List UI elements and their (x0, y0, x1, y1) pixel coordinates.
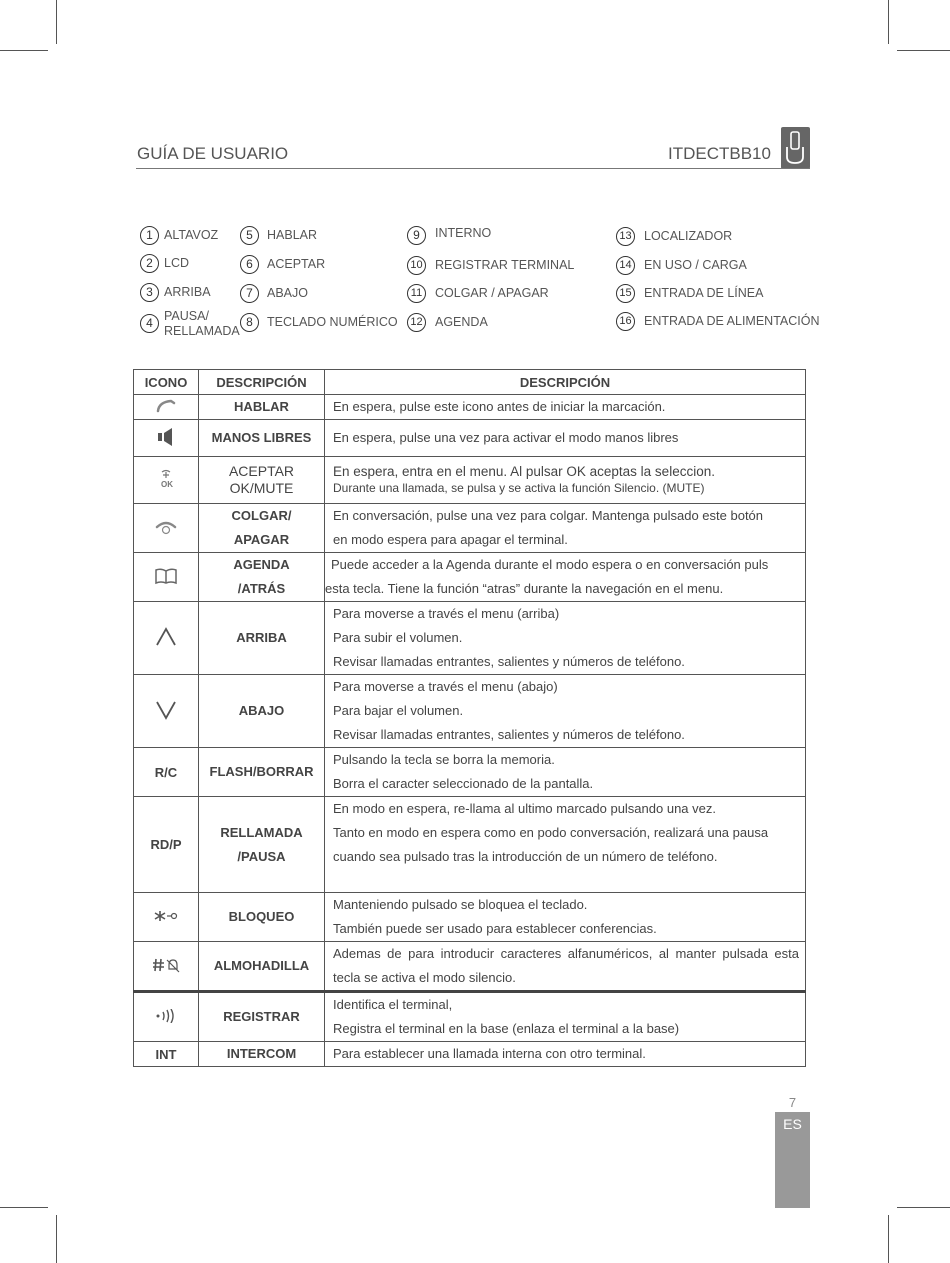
row-name: ACEPTAR OK/MUTE (199, 457, 325, 504)
table-row (134, 395, 806, 420)
row-name: ARRIBA (199, 602, 325, 675)
row-name: RELLAMADA /PAUSA (199, 797, 325, 893)
row-description: En conversación, pulse una vez para colgar. Mantenga pulsado este botón en modo espera para apagar el terminal. (325, 504, 806, 553)
row-name: ABAJO (199, 675, 325, 748)
rdp-key-label: RD/P (134, 797, 199, 893)
row-name: INTERCOM (199, 1042, 325, 1067)
table-row (134, 420, 806, 457)
table-row (134, 797, 806, 893)
rc-key-label: R/C (134, 748, 199, 797)
row-name: AGENDA /ATRÁS (199, 553, 325, 602)
icon-description-table (133, 369, 806, 1067)
table-row (134, 553, 806, 602)
component-legend: 1 ALTAVOZ 2 LCD 3 ARRIBA 4 PAUSA/ RELLAMADA 5 HABLAR 6 ACEPTAR 7 ABAJO 8 TECLADO NUMÉRICO 9 INTERNO 10 REGISTRAR TERMINAL 11 COLGAR / APAGAR 12 AGENDA 13 LOCALIZADOR 14 EN USO / CARGA 15 ENTRADA DE LÍNEA 16 ENTRADA DE ALIMENTACIÓN (0, 0, 950, 360)
row-description: Para moverse a través el menu (abajo) Para bajar el volumen. Revisar llamadas entrantes, salientes y números de teléfono. (325, 675, 806, 748)
arrow-up-icon (134, 602, 199, 675)
row-description: Ademas de para introducir caracteres alfanuméricos, al manter pulsada esta tecla se activa el modo silencio. (325, 942, 806, 992)
phone-handset-icon (134, 395, 199, 420)
register-signal-icon (134, 992, 199, 1042)
table-row (134, 1042, 806, 1067)
row-description: Manteniendo pulsado se bloquea el teclado. También puede ser usado para establecer conferencias. (325, 893, 806, 942)
row-name: ALMOHADILLA (199, 942, 325, 992)
row-description: Para establecer una llamada interna con otro terminal. (325, 1042, 806, 1067)
table-row (134, 675, 806, 748)
page-title: GUÍA DE USUARIO (137, 144, 289, 163)
hash-bell-off-icon (134, 942, 199, 992)
language-tab (775, 1112, 810, 1208)
table-row (134, 748, 806, 797)
column-header: DESCRIPCIÓN (325, 370, 806, 395)
crop-mark (0, 1207, 48, 1208)
model-name: ITDECTBB10 (668, 144, 771, 163)
phonebook-icon (134, 553, 199, 602)
language-label: ES (783, 1116, 802, 1132)
row-name: HABLAR (199, 395, 325, 420)
table-row (134, 602, 806, 675)
int-key-label: INT (134, 1042, 199, 1067)
row-name: REGISTRAR (199, 992, 325, 1042)
table-row (134, 457, 806, 504)
hang-up-icon (134, 504, 199, 553)
column-header: ICONO (134, 370, 199, 395)
speaker-icon (134, 420, 199, 457)
crop-mark (56, 1215, 57, 1263)
row-description: Para moverse a través el menu (arriba) Para subir el volumen. Revisar llamadas entrantes, salientes y números de teléfono. (325, 602, 806, 675)
row-description: En espera, entra en el menu. Al pulsar OK aceptas la seleccion. Durante una llamada, se pulsa y se activa la función Silencio. (MUTE) (325, 457, 806, 504)
row-description: Puede acceder a la Agenda durante el modo espera o en conversación puls esta tecla. Tiene la función “atras” durante la navegación en el menu. (325, 553, 806, 602)
row-description: Identifica el terminal, Registra el terminal en la base (enlaza el terminal a la base) (325, 992, 806, 1042)
crop-mark (897, 1207, 950, 1208)
svg-text:OK: OK (161, 479, 173, 489)
row-name: MANOS LIBRES (199, 420, 325, 457)
row-description: En espera, pulse este icono antes de iniciar la marcación. (325, 395, 806, 420)
star-key-lock-icon (134, 893, 199, 942)
ok-mute-icon (134, 457, 199, 504)
table-row (134, 942, 806, 992)
table-row (134, 992, 806, 1042)
table-row (134, 893, 806, 942)
page-number: 7 (788, 1095, 797, 1110)
row-description: Pulsando la tecla se borra la memoria. Borra el caracter seleccionado de la pantalla. (325, 748, 806, 797)
table-row (134, 504, 806, 553)
row-name: FLASH/BORRAR (199, 748, 325, 797)
row-description: En modo en espera, re-llama al ultimo marcado pulsando una vez. Tanto en modo en espera como en podo conversación, realizará una pausa cuando sea pulsado tras la introducción de un número de teléfono. (325, 797, 806, 893)
row-name: BLOQUEO (199, 893, 325, 942)
crop-mark (888, 1215, 889, 1263)
column-header: DESCRIPCIÓN (199, 370, 325, 395)
row-name: COLGAR/ APAGAR (199, 504, 325, 553)
arrow-down-icon (134, 675, 199, 748)
row-description: En espera, pulse una vez para activar el modo manos libres (325, 420, 806, 457)
table-header-row (134, 370, 806, 395)
